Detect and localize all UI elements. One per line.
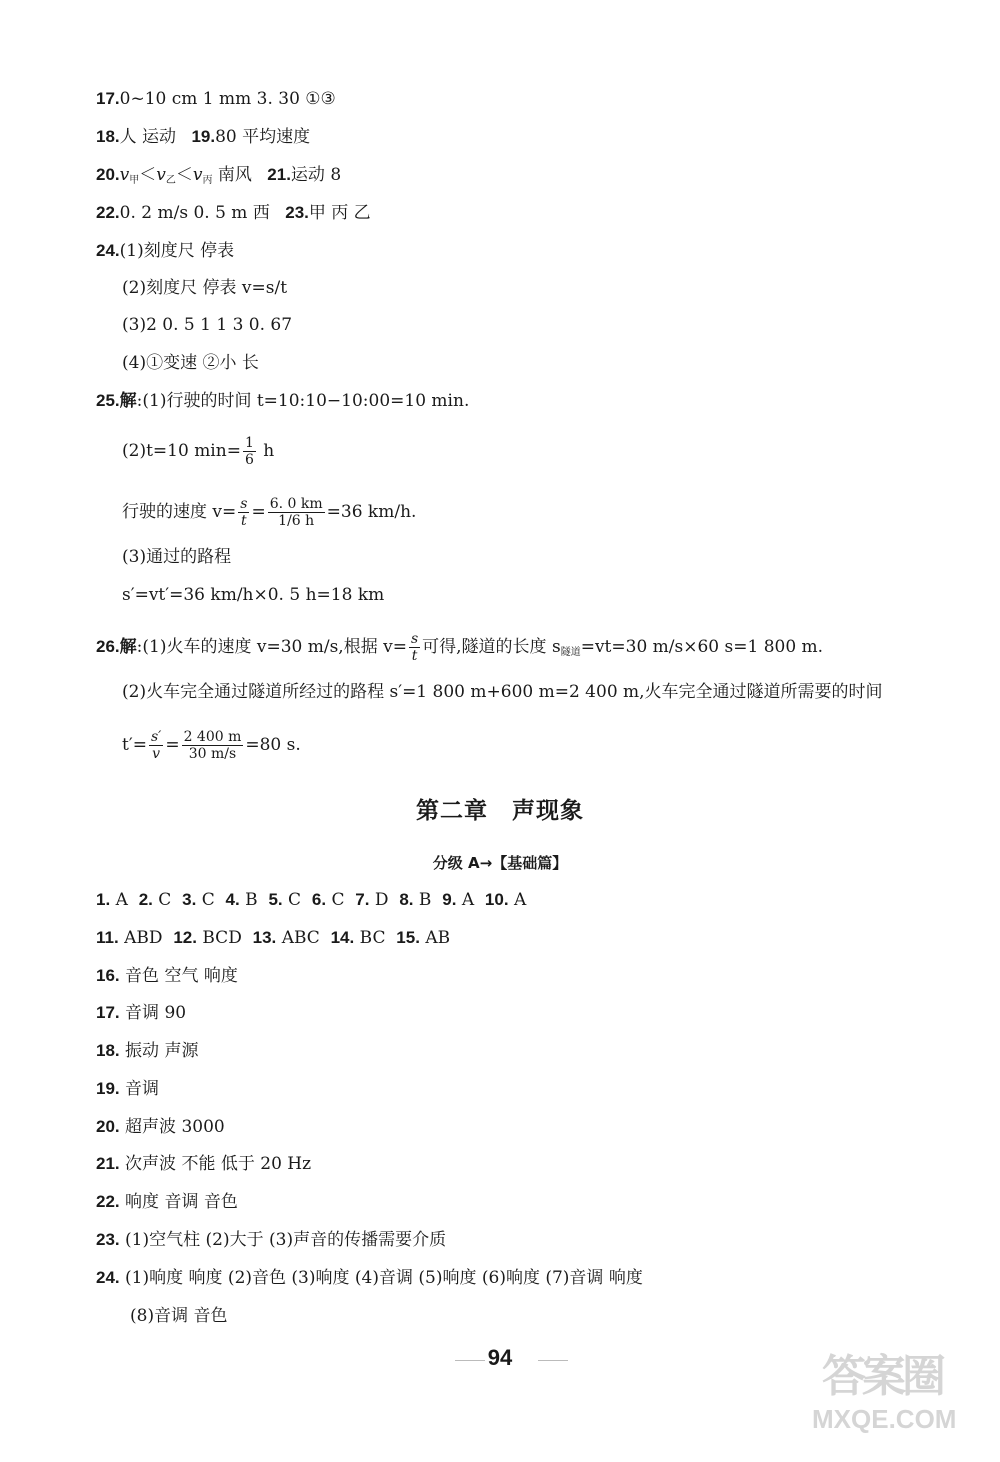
- section-title: 分级 A→【基础篇】: [432, 854, 568, 872]
- answer-26-line3: t′= $\frac{s'}{v}$ = $\frac{2 400 m}{30 m/s}$ =80 s.: [122, 729, 301, 762]
- mc-item: 13. ABC: [252, 928, 320, 948]
- answer-25-line4: (3)通过的路程: [122, 547, 232, 567]
- answer-25-line2: (2)t=10 min= $\frac{1}{6}$ h: [122, 435, 275, 468]
- page-number-rule-right: [538, 1360, 568, 1361]
- fraction: $\frac{s'}{v}$: [150, 729, 162, 762]
- answer-24-line4: (4)①变速 ②小 长: [122, 353, 259, 373]
- answer-25-line1: 25.解:(1)行驶的时间 t=10:10−10:00=10 min.: [96, 391, 470, 411]
- fraction: $\frac{6. 0 km}{1/6 h}$: [269, 496, 323, 529]
- answer-row: 16. 音色 空气 响度: [96, 966, 238, 986]
- answer-24-line3: (3)2 0. 5 1 1 3 0. 67: [122, 315, 293, 335]
- answer-24-line1: 24.(1)刻度尺 停表: [96, 241, 235, 261]
- mc-item: 1. A: [96, 890, 128, 910]
- answer-row: 17. 音调 90: [96, 1003, 187, 1023]
- mc-item: 4. B: [225, 890, 258, 910]
- answer-row: 24. (1)响度 响度 (2)音色 (3)响度 (4)音调 (5)响度 (6)响度 (7)音调 响度: [96, 1268, 643, 1288]
- answer-18-19: 18.人 运动 19.80 平均速度: [96, 127, 311, 147]
- mc-item: 9. A: [442, 890, 475, 910]
- answer-26-line1: 26.解:(1)火车的速度 v=30 m/s,根据 v= $\frac{s}{t}$ 可得,隧道的长度 $s_{隧道}=vt=30$ m/s×60 s=1 800 m.: [96, 631, 824, 664]
- mc-item: 2. C: [138, 890, 172, 910]
- answer-24-continued: (8)音调 音色: [130, 1306, 228, 1326]
- fraction: $\frac{1}{6}$: [244, 435, 254, 468]
- answer-row: 19. 音调: [96, 1079, 160, 1099]
- mc-item: 14. BC: [330, 928, 386, 948]
- fraction: $\frac{s}{t}$: [410, 631, 419, 664]
- watermark-url: MXQE.COM: [812, 1404, 957, 1434]
- mc-item: 11. ABD: [96, 928, 163, 948]
- answer-24-line2: (2)刻度尺 停表 v=s/t: [122, 278, 288, 298]
- answer-row: 22. 响度 音调 音色: [96, 1192, 238, 1212]
- fraction: $\frac{2 400 m}{30 m/s}$: [183, 729, 242, 762]
- mc-item: 5. C: [268, 890, 302, 910]
- answer-25-line3: 行驶的速度 v= $\frac{s}{t}$ = $\frac{6. 0 km}{1/6 h}$ =36 km/h.: [122, 496, 417, 529]
- chapter-title: 第二章 声现象: [416, 798, 584, 824]
- answer-row: 18. 振动 声源: [96, 1041, 199, 1061]
- answer-row: 20. 超声波 3000: [96, 1117, 225, 1137]
- watermark: [812, 1340, 982, 1450]
- mc-row-2: [96, 926, 450, 950]
- mc-row-1: [96, 888, 526, 912]
- answer-25-line5: s′=vt′=36 km/h×0. 5 h=18 km: [122, 585, 385, 605]
- answer-17: 17.0~10 cm 1 mm 3. 30 ①③: [96, 89, 336, 109]
- mc-item: 15. AB: [396, 928, 451, 948]
- mc-item: 6. C: [311, 890, 345, 910]
- answer-22-23: 22.0. 2 m/s 0. 5 m 西 23.甲 丙 乙: [96, 203, 371, 223]
- watermark-logo: 答案圈: [822, 1351, 942, 1402]
- page-number: 94: [487, 1345, 513, 1370]
- mc-item: 10. A: [484, 890, 527, 910]
- mc-item: 7. D: [355, 890, 389, 910]
- answer-row: 21. 次声波 不能 低于 20 Hz: [96, 1154, 312, 1174]
- answer-26-line2: (2)火车完全通过隧道所经过的路程 s′=1 800 m+600 m=2 400 m,火车完全通过隧道所需要的时间: [122, 682, 883, 702]
- mc-item: 3. C: [182, 890, 215, 910]
- answer-20-21: $20.v_甲<v_乙<v_丙$ 南风 21.运动 8: [96, 165, 342, 186]
- mc-item: 8. B: [399, 890, 432, 910]
- fraction: $\frac{s}{t}$: [240, 496, 248, 529]
- mc-item: 12. BCD: [173, 928, 242, 948]
- answer-row: 23. (1)空气柱 (2)大于 (3)声音的传播需要介质: [96, 1230, 447, 1250]
